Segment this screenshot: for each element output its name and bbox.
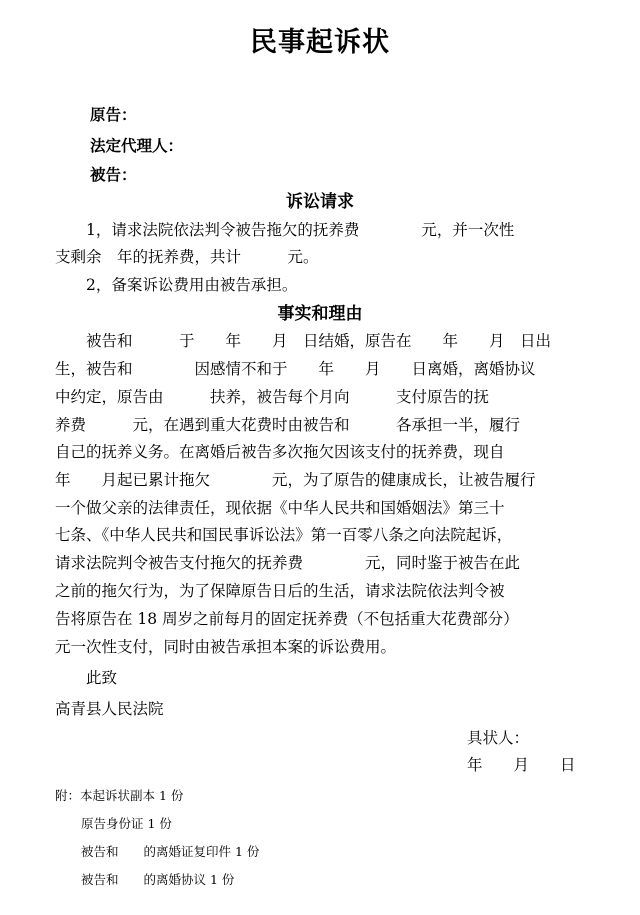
signer-label: 具状人： — [467, 729, 530, 747]
facts-line: 中约定，原告由 扶养，被告每个月向 支付原告的抚 — [55, 388, 490, 406]
claims-line: 2，备案诉讼费用由被告承担。 — [55, 276, 298, 294]
facts-line: 生，被告和 因感情不和于 年 月 日离婚，离婚协议 — [55, 360, 536, 378]
plaintiff-label: 原告： — [90, 106, 137, 124]
date-line: 年 月 日 — [467, 756, 576, 774]
facts-line: 之前的拖欠行为，为了保障原告日后的生活，请求法院依法判令被 — [55, 582, 505, 600]
facts-line: 请求法院判令被告支付拖欠的抚养费 元，同时鉴于被告在此 — [55, 554, 521, 572]
facts-line: 自己的抚养义务。在离婚后被告多次拖欠因该支付的抚养费，现自 — [55, 443, 505, 461]
facts-heading: 事实和理由 — [277, 304, 363, 324]
defendant-label: 被告： — [90, 166, 137, 184]
facts-line: 年 月起已累计拖欠 元，为了原告的健康成长，让被告履行 — [55, 471, 536, 489]
facts-line: 被告和 于 年 月 日结婚，原告在 年 月 日出 — [55, 332, 552, 350]
claims-line: 1，请求法院依法判令被告拖欠的抚养费 元，并一次性 — [55, 221, 515, 239]
attachment-item: 被告和 的离婚协议 1 份 — [81, 872, 235, 887]
facts-line: 告将原告在 18 周岁之前每月的固定抚养费（不包括重大花费部分） — [55, 610, 519, 628]
legal-agent-label: 法定代理人： — [90, 137, 184, 155]
attachment-item: 原告身份证 1 份 — [81, 816, 172, 831]
facts-line: 一个做父亲的法律责任，现依据《中华人民共和国婚姻法》第三十 — [55, 499, 505, 517]
facts-line: 养费 元，在遇到重大花费时由被告和 各承担一半，履行 — [55, 416, 521, 434]
facts-line: 七条、《中华人民共和国民事诉讼法》第一百零八条之向法院起诉， — [55, 526, 513, 544]
court-name: 高青县人民法院 — [55, 700, 164, 718]
facts-line: 元一次性支付，同时由被告承担本案的诉讼费用。 — [55, 638, 397, 656]
claims-line: 支剩余 年的抚养费，共计 元。 — [55, 248, 319, 266]
closing-text: 此致 — [55, 669, 118, 687]
attachment-item: 附：本起诉状副本 1 份 — [55, 788, 184, 803]
document-title: 民事起诉状 — [250, 27, 390, 58]
attachment-item: 被告和 的离婚证复印件 1 份 — [81, 844, 260, 859]
claims-heading: 诉讼请求 — [286, 192, 354, 212]
